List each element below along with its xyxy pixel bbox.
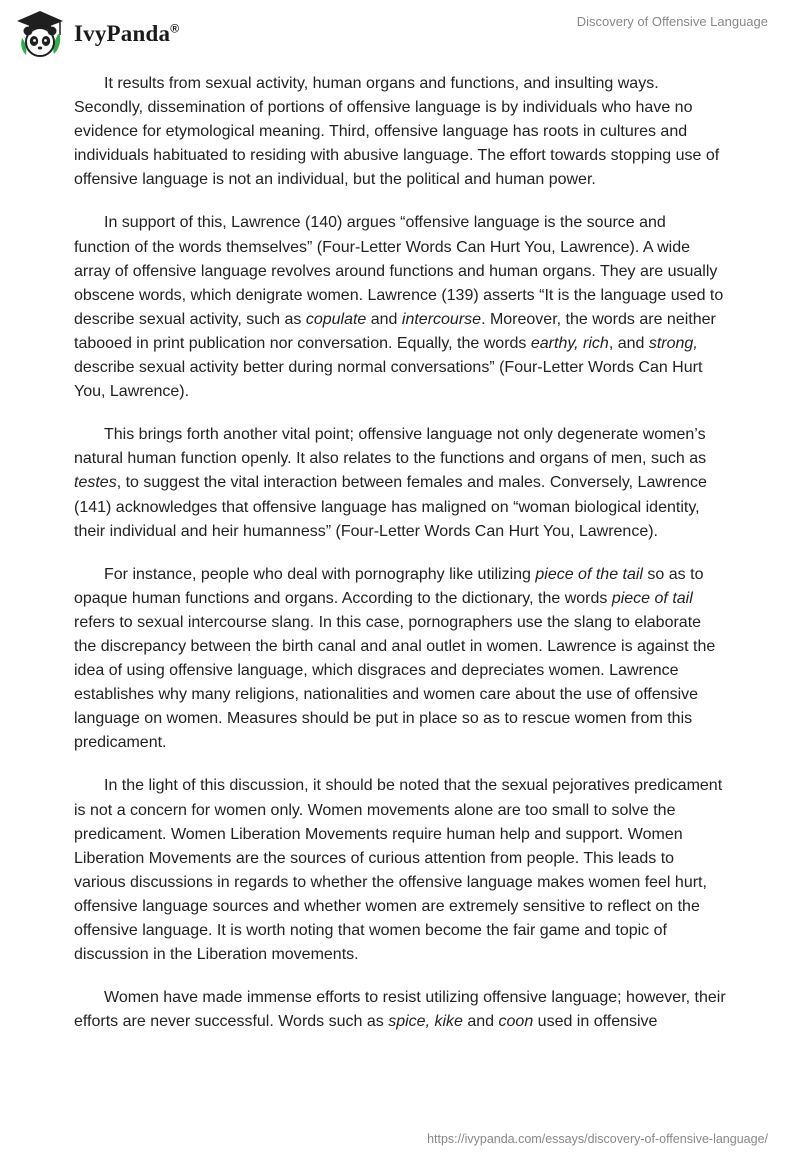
paragraph bbox=[74, 774, 726, 967]
essay-body bbox=[74, 72, 726, 1053]
italic-term: copulate bbox=[305, 310, 367, 328]
italic-term: earthy, rich bbox=[530, 334, 609, 352]
italic-term: intercourse bbox=[401, 310, 482, 328]
italic-term: spice, kike bbox=[388, 1013, 463, 1031]
paragraph bbox=[74, 211, 726, 404]
text-run: In the light of this discussion, it should be noted that the sexual pejoratives predicament is not a concern for women only. Women movements alone are too small to solve the predicament. Women Liberation Movements require human help and support. Women Liberation Movements are the sources of curious attention from people. This leads to various discussions in regards to whether the offensive language makes women feel hurt, offensive language sources and whether women are extremely sensitive to reflect on the offensive language. It is worth noting that women become the fair game and topic of discussion in the Liberation movements. bbox=[74, 777, 723, 964]
brand-name: IvyPanda® bbox=[74, 21, 180, 46]
text-run: used in offensive bbox=[533, 1013, 658, 1031]
brand-logo[interactable] bbox=[14, 8, 179, 60]
text-run: It results from sexual activity, human organs and functions, and insulting ways. Secondly, dissemination of portions of offensive language is by individuals who have no evidence for etymological meaning. Third, offensive language has roots in cultures and individuals habituated to residing with abusive language. The effort towards stopping use of offensive language is not an individual, but the political and human power. bbox=[74, 75, 720, 189]
text-run: Women have made immense efforts to resist utilizing offensive language; however, their efforts are never successful. Words such as bbox=[74, 989, 726, 1031]
source-url[interactable]: https://ivypanda.com/essays/discovery-of-offensive-language/ bbox=[427, 1132, 768, 1146]
paragraph bbox=[74, 72, 726, 192]
document-title: Discovery of Offensive Language bbox=[576, 14, 768, 29]
text-run: describe sexual activity better during normal conversations” (Four-Letter Words Can Hurt You, Lawrence). bbox=[74, 359, 703, 401]
text-run: , to suggest the vital interaction between females and males. Conversely, Lawrence (141) acknowledges that offensive language has maligned on “woman biological identity, their individual and heir humanness” (Four-Letter Words Can Hurt You, Lawrence). bbox=[74, 474, 707, 540]
page-header bbox=[0, 0, 800, 70]
text-run: For instance, people who deal with pornography like utilizing bbox=[104, 565, 536, 583]
italic-term: coon bbox=[498, 1013, 534, 1031]
text-run: , and bbox=[608, 334, 649, 352]
italic-term: piece of tail bbox=[611, 589, 693, 607]
text-run: so as to opaque human functions and organs. According to the dictionary, the words bbox=[74, 565, 704, 607]
text-run: refers to sexual intercourse slang. In this case, pornographers use the slang to elaborate the discrepancy between the birth canal and anal outlet in women. Lawrence is against the idea of using offensive language, which disgraces and depreciates women. Lawrence establishes why many religions, nationalities and women care about the use of offensive language on women. Measures should be put in place so as to rescue women from this predicament. bbox=[74, 613, 716, 752]
italic-term: piece of the tail bbox=[535, 565, 643, 583]
panda-graduate-icon bbox=[14, 8, 66, 60]
text-run: and bbox=[366, 310, 402, 328]
italic-term: testes bbox=[74, 474, 117, 492]
paragraph bbox=[74, 986, 726, 1034]
text-run: In support of this, Lawrence (140) argues “offensive language is the source and function of the words themselves” (Four-Letter Words Can Hurt You, Lawrence). A wide array of offensive language revolves around functions and human organs. They are usually obscene words, which denigrate women. Lawrence (139) asserts “It is the language used to describe sexual activity, such as bbox=[74, 214, 724, 328]
italic-term: strong, bbox=[648, 334, 698, 352]
paragraph bbox=[74, 563, 726, 756]
text-run: This brings forth another vital point; offensive language not only degenerate women’s natural human function openly. It also relates to the functions and organs of men, such as bbox=[74, 426, 707, 468]
paragraph bbox=[74, 423, 726, 543]
text-run: and bbox=[462, 1013, 499, 1031]
text-run: . Moreover, the words are neither tabooed in print publication nor conversation. Equally, the words bbox=[74, 310, 716, 352]
